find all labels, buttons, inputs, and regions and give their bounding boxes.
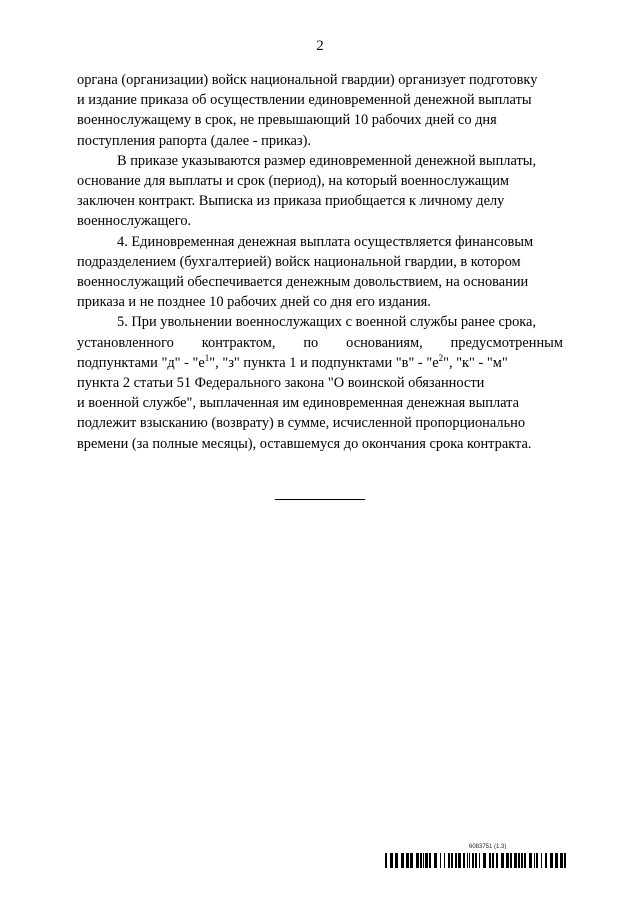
text-line: военнослужащего.: [77, 213, 192, 230]
paragraph-2: [77, 151, 563, 232]
superscript: 1: [204, 353, 210, 364]
text-line-with-superscripts: [77, 353, 563, 373]
page-number: 2: [316, 38, 324, 54]
word: контрактом,: [201, 334, 276, 351]
text-line: подразделением (бухгалтерией) войск национальной гвардии, в котором: [77, 253, 521, 270]
document-code: 6083751 (1.3): [469, 844, 507, 850]
text-line: и издание приказа об осуществлении единовременной денежной выплаты: [77, 92, 532, 109]
text-line: времени (за полные месяцы), оставшемуся до окончания срока контракта.: [77, 435, 532, 452]
paragraph-1: [77, 70, 563, 151]
text-line: заключен контракт. Выписка из приказа приобщается к личному делу: [77, 193, 505, 210]
text-line: военнослужащий обеспечивается денежным довольствием, на основании: [77, 274, 529, 291]
text-line: военнослужащему в срок, не превышающий 10 рабочих дней со дня: [77, 112, 497, 129]
text-line: органа (организации) войск национальной гвардии) организует подготовку: [77, 72, 538, 88]
text-line: и военной службе", выплаченная им единовременная денежная выплата: [77, 395, 520, 412]
word: предусмотренным: [450, 334, 563, 351]
text-line: поступления рапорта (далее - приказ).: [77, 132, 311, 149]
paragraph-4: [77, 312, 563, 453]
text-line: пункта 2 статьи 51 Федерального закона "О воинской обязанности: [77, 375, 485, 392]
text-line: 5. При увольнении военнослужащих с военной службы ранее срока,: [117, 314, 537, 331]
text-line: 4. Единовременная денежная выплата осуществляется финансовым: [117, 233, 534, 250]
text-line-justified: [77, 333, 563, 353]
word: по: [303, 334, 319, 351]
paragraph-3: [77, 232, 563, 313]
word: установленного: [77, 334, 174, 351]
word: основаниям,: [346, 334, 423, 351]
document-body: [77, 70, 563, 454]
text-fragment: ", "к" - "м": [443, 354, 508, 371]
text-line: В приказе указываются размер единовременной денежной выплаты,: [117, 152, 537, 169]
text-fragment: ", "з" пункта 1 и подпунктами "в" - "е: [209, 354, 439, 371]
barcode-image: [385, 853, 567, 868]
text-line: подлежит взысканию (возврату) в сумме, исчисленной пропорционально: [77, 415, 526, 432]
text-line: приказа и не позднее 10 рабочих дней со дня его издания.: [77, 294, 431, 311]
text-fragment: подпунктами "д" - "е: [77, 354, 205, 371]
text-line: основание для выплаты и срок (период), на который военнослужащим: [77, 173, 509, 190]
end-separator-line: [275, 499, 365, 500]
superscript: 2: [438, 353, 444, 364]
